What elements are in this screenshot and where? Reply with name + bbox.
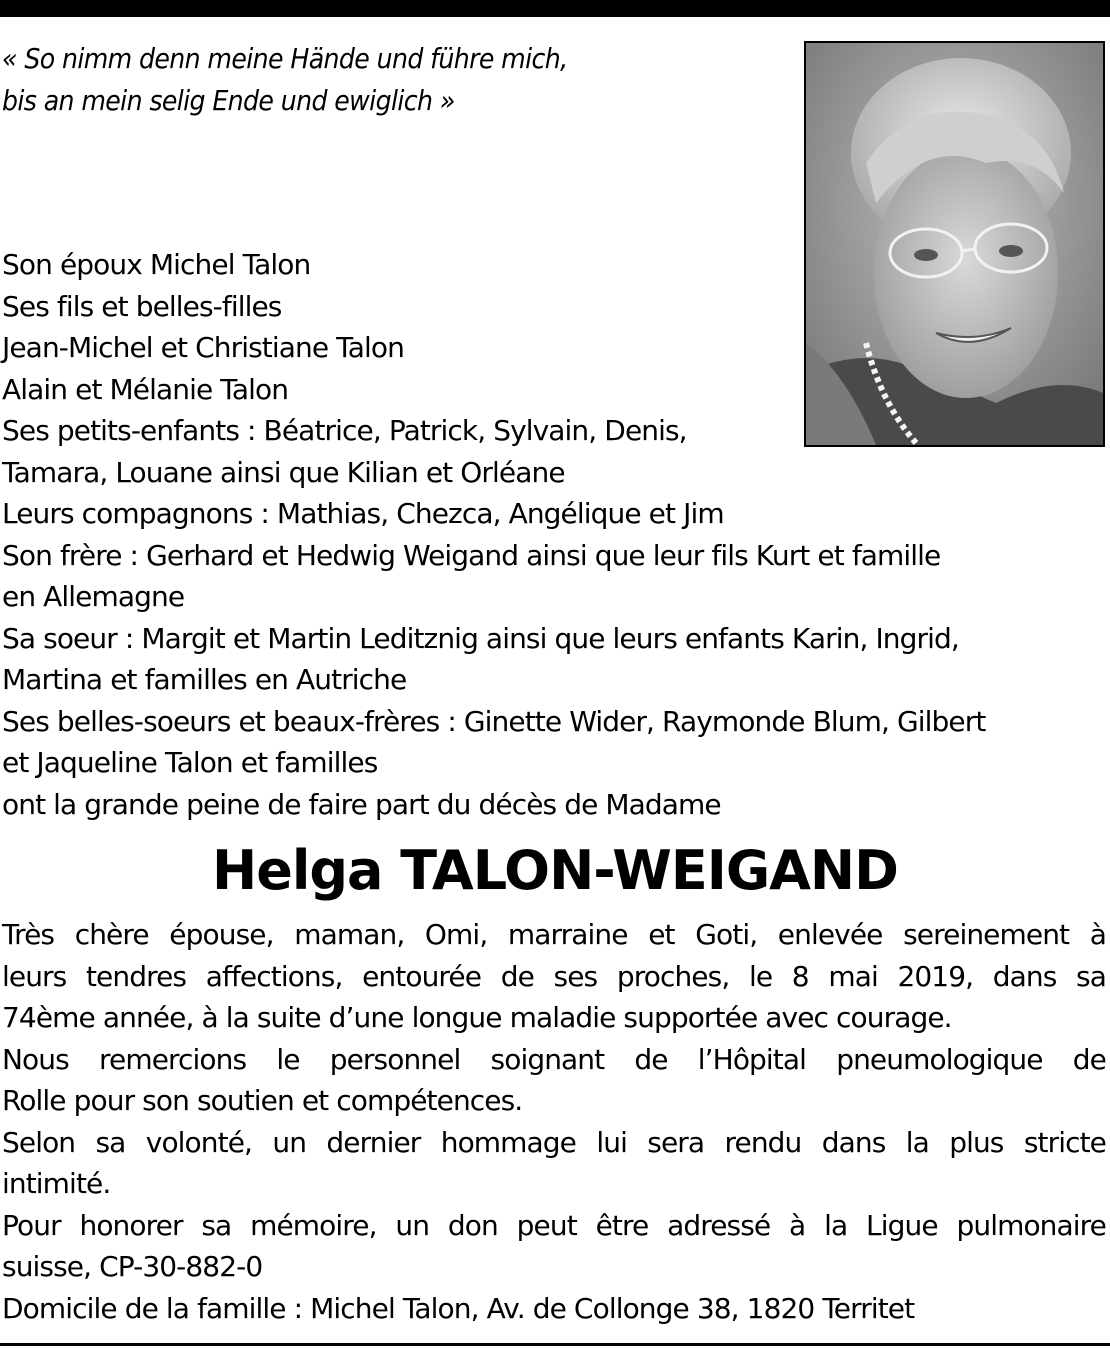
body-line: Très chère épouse, maman, Omi, marraine et Goti, enlevée sereinement à [2, 918, 1106, 951]
family-line: ont la grande peine de faire part du décès de Madame [2, 787, 721, 821]
obituary-body [2, 914, 1106, 1329]
body-line: leurs tendres affections, entourée de ses proches, le 8 mai 2019, dans sa [2, 959, 1106, 993]
body-line: Rolle pour son soutien et compétences. [2, 1084, 523, 1117]
family-line: Alain et Mélanie Talon [2, 372, 289, 406]
body-line: intimité. [2, 1167, 111, 1200]
deceased-name: Helga TALON-WEIGAND [212, 839, 898, 902]
body-line: Selon sa volonté, un dernier hommage lui sera rendu dans la plus stricte [2, 1125, 1106, 1159]
bottom-rule [0, 1343, 1110, 1346]
family-line: Ses fils et belles-filles [2, 289, 282, 323]
family-line: Son frère : Gerhard et Hedwig Weigand ainsi que leur fils Kurt et famille [2, 538, 941, 572]
family-line: en Allemagne [2, 580, 185, 613]
epigraph-quote [2, 38, 782, 122]
quote-line-2: bis an mein selig Ende und ewiglich » [2, 84, 455, 117]
family-line: Tamara, Louane ainsi que Kilian et Orléane [2, 455, 565, 489]
family-line: Ses petits-enfants : Béatrice, Patrick, Sylvain, Denis, [2, 414, 687, 447]
family-line: Jean-Michel et Christiane Talon [2, 331, 404, 364]
family-line: Leurs compagnons : Mathias, Chezca, Angélique et Jim [2, 497, 724, 530]
top-rule [0, 0, 1110, 17]
family-line: Martina et familles en Autriche [2, 663, 407, 696]
body-line: Nous remercions le personnel soignant de l’Hôpital pneumologique de [2, 1042, 1106, 1076]
family-line: Son époux Michel Talon [2, 248, 311, 281]
body-line: suisse, CP-30-882-0 [2, 1250, 263, 1283]
family-line: et Jaqueline Talon et familles [2, 746, 378, 779]
family-list [2, 244, 1106, 825]
body-line: 74ème année, à la suite d’une longue maladie supportée avec courage. [2, 1001, 952, 1034]
body-line: Domicile de la famille : Michel Talon, Av. de Collonge 38, 1820 Territet [2, 1291, 915, 1325]
body-line: Pour honorer sa mémoire, un don peut être adressé à la Ligue pulmonaire [2, 1208, 1106, 1242]
quote-line-1: « So nimm denn meine Hände und führe mich, [2, 42, 568, 75]
family-line: Sa soeur : Margit et Martin Leditznig ainsi que leurs enfants Karin, Ingrid, [2, 621, 959, 655]
family-line: Ses belles-soeurs et beaux-frères : Ginette Wider, Raymonde Blum, Gilbert [2, 704, 986, 738]
